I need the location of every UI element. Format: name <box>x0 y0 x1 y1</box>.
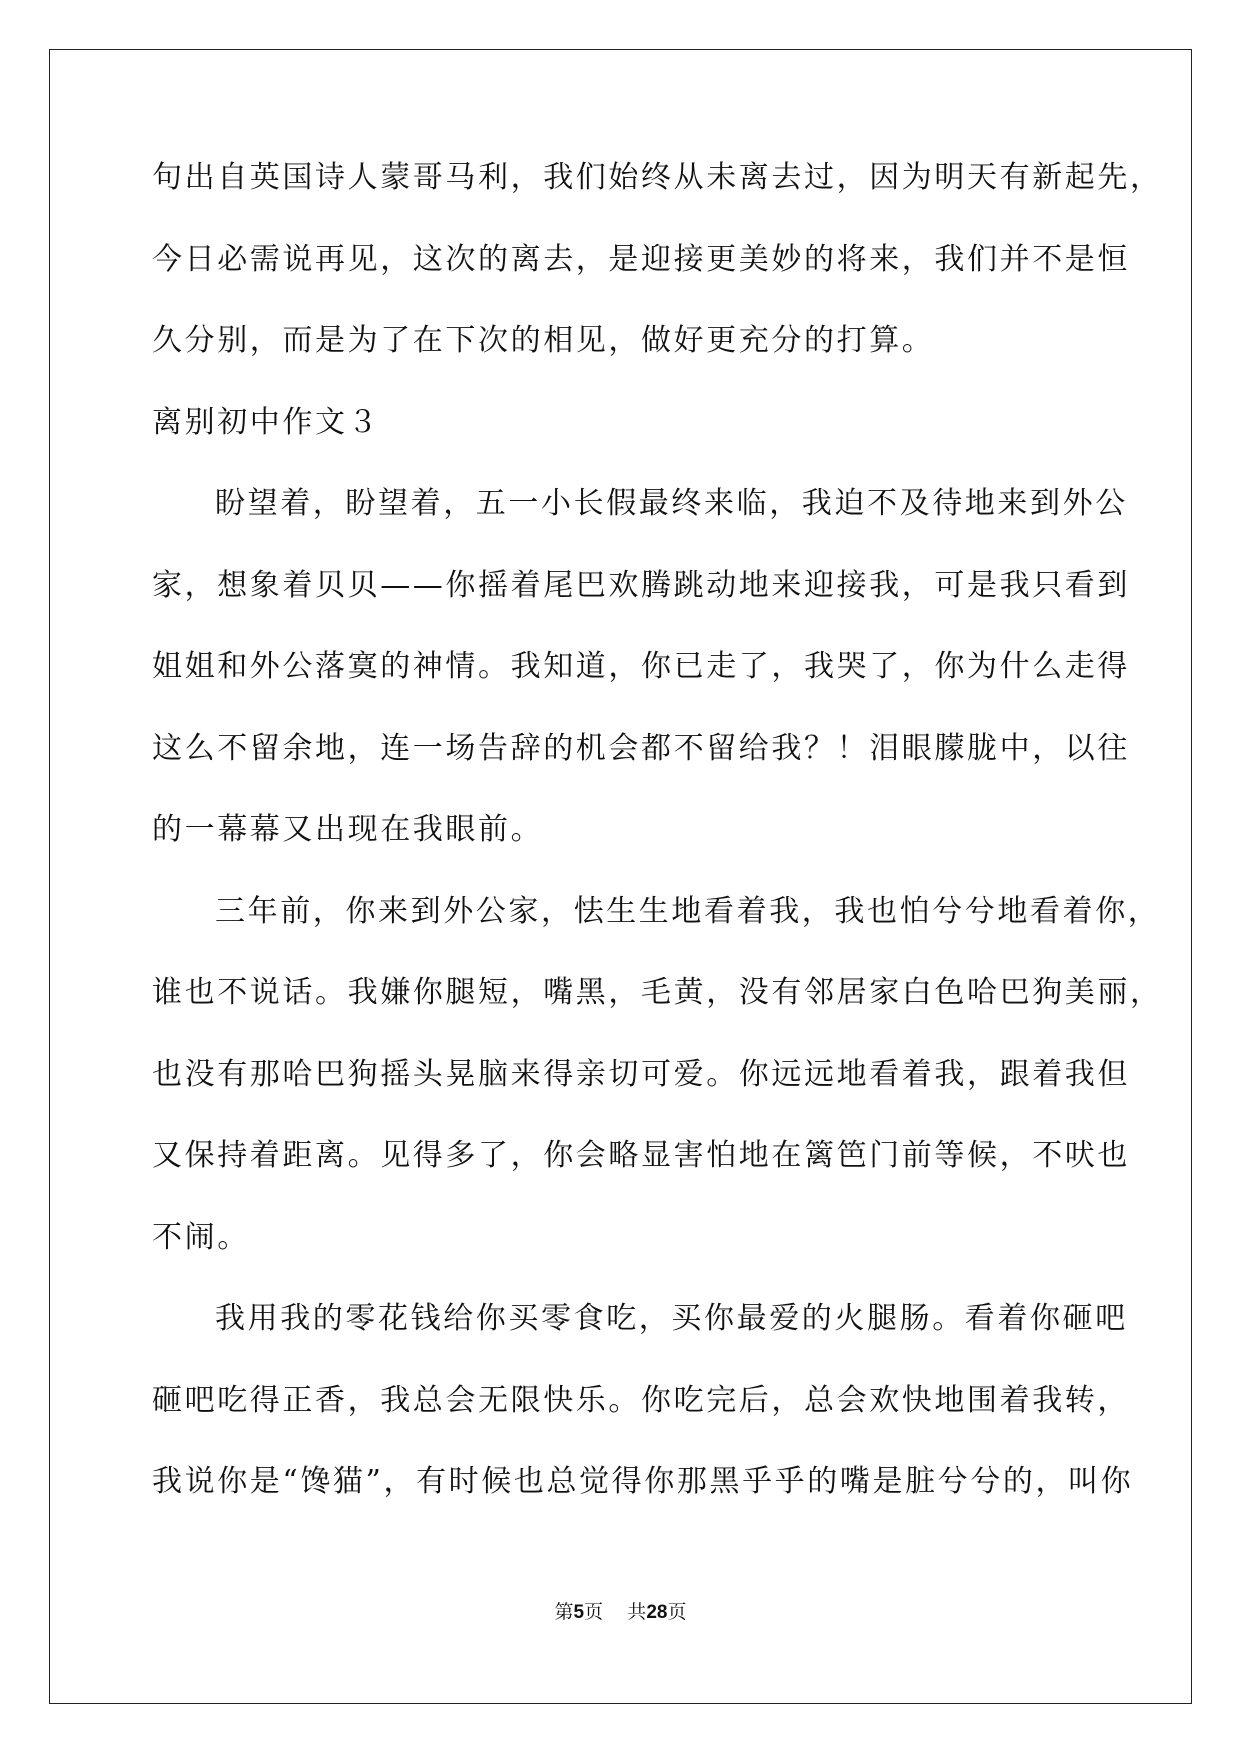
text-line: 谁也不说话。我嫌你腿短，嘴黑，毛黄，没有邻居家白色哈巴狗美丽， <box>152 975 1163 1010</box>
page-prefix: 第 <box>554 1601 574 1623</box>
text-line: 我说你是“馋猫”，有时候也总觉得你那黑乎乎的嘴是脏兮兮的，叫你 <box>152 1464 1134 1499</box>
page-suffix: 页 <box>584 1601 604 1623</box>
paragraph-start-line: 三年前，你来到外公家，怯生生地看着我，我也怕兮兮地看着你， <box>215 893 1161 929</box>
page-footer <box>0 1600 1241 1625</box>
text-line: 句出自英国诗人蒙哥马利，我们始终从未离去过，因为明天有新起先， <box>152 160 1163 195</box>
text-line: 久分别，而是为了在下次的相见，做好更充分的打算。 <box>152 323 935 358</box>
text-line: 这么不留余地，连一场告辞的机会都不留给我？！泪眼朦胧中，以往 <box>152 730 1130 766</box>
section-heading: 离别初中作文３ <box>152 404 381 440</box>
text-line: 姐姐和外公落寞的神情。我知道，你已走了，我哭了，你为什么走得 <box>152 649 1130 684</box>
text-line: 砸吧吃得正香，我总会无限快乐。你吃完后，总会欢快地围着我转， <box>152 1382 1130 1418</box>
text-line: 又保持着距离。见得多了，你会略显害怕地在篱笆门前等候，不吠也 <box>152 1138 1130 1173</box>
text-line: 不闹。 <box>152 1219 250 1255</box>
total-prefix: 共 <box>627 1601 647 1623</box>
document-body <box>152 160 1163 1549</box>
text-line: 的一幕幕又出现在我眼前。 <box>152 812 544 847</box>
total-suffix: 页 <box>667 1601 687 1623</box>
text-line: 也没有那哈巴狗摇头晃脑来得亲切可爱。你远远地看着我，跟着我但 <box>152 1056 1130 1092</box>
paragraph-start-line: 我用我的零花钱给你买零食吃，买你最爱的火腿肠。看着你砸吧 <box>215 1301 1128 1336</box>
paragraph-start-line: 盼望着，盼望着，五一小长假最终来临，我迫不及待地来到外公 <box>215 486 1128 521</box>
text-line: 家，想象着贝贝——你摇着尾巴欢腾跳动地来迎接我，可是我只看到 <box>152 567 1130 603</box>
total-pages: 28 <box>646 1602 668 1623</box>
page-number: 5 <box>573 1602 585 1623</box>
text-line: 今日必需说再见，这次的离去，是迎接更美妙的将来，我们并不是恒 <box>152 241 1130 277</box>
